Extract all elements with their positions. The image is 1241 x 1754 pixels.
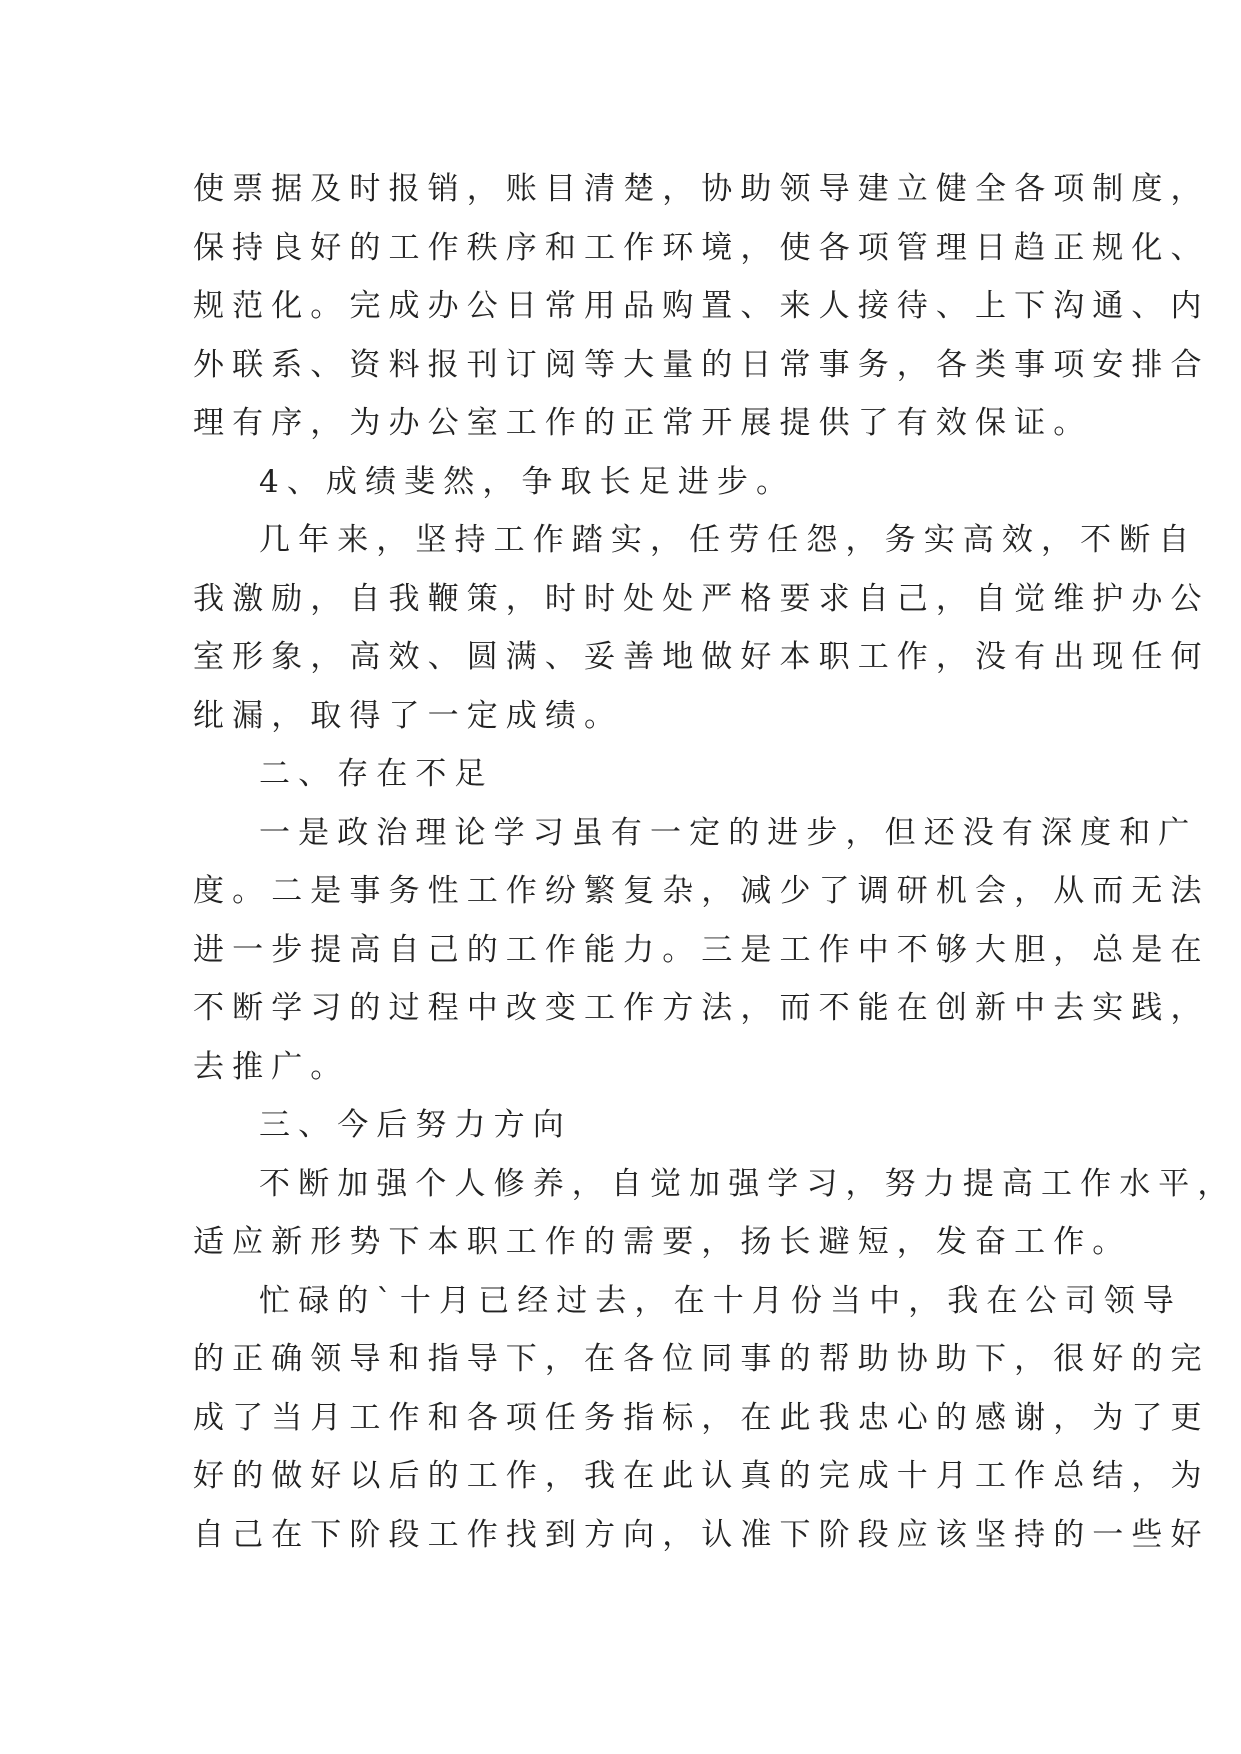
text-line: 使票据及时报销，账目清楚，协助领导建立健全各项制度， [193,171,1210,207]
text-line: 保持良好的工作秩序和工作环境，使各项管理日趋正规化、 [193,229,1210,266]
text-line: 好的做好以后的工作，我在此认真的完成十月工作总结，为 [193,1458,1210,1494]
text-line: 规范化。完成办公日常用品购置、来人接待、上下沟通、内 [193,288,1210,324]
text-line: 我激励，自我鞭策，时时处处严格要求自己，自觉维护办公 [193,580,1210,617]
text-line: 外联系、资料报刊订阅等大量的日常事务，各类事项安排合 [193,346,1210,383]
text-line: 进一步提高自己的工作能力。三是工作中不够大胆，总是在 [193,931,1210,968]
text-line: 理有序，为办公室工作的正常开展提供了有效保证。 [193,405,1093,441]
paragraph-first-line: 不断加强个人修养，自觉加强学习，努力提高工作水平， [259,1165,1237,1202]
text-line: 成了当月工作和各项任务指标，在此我忠心的感谢，为了更 [193,1399,1210,1436]
section-heading: 4、成绩斐然，争取长足进步。 [259,463,796,500]
text-line: 纰漏，取得了一定成绩。 [193,697,624,734]
text-line: 自己在下阶段工作找到方向，认准下阶段应该坚持的一些好 [193,1516,1210,1553]
paragraph-first-line: 几年来，坚持工作踏实，任劳任怨，务实高效，不断自 [259,522,1198,558]
text-line: 度。二是事务性工作纷繁复杂，减少了调研机会，从而无法 [193,873,1210,909]
text-line: 不断学习的过程中改变工作方法，而不能在创新中去实践， [193,990,1210,1026]
text-line: 的正确领导和指导下，在各位同事的帮助协助下，很好的完 [193,1341,1210,1377]
document-body [193,160,1237,1564]
section-heading: 二、存在不足 [259,756,494,792]
section-heading: 三、今后努力方向 [259,1107,572,1143]
text-line: 室形象，高效、圆满、妥善地做好本职工作，没有出现任何 [193,639,1210,675]
text-line: 适应新形势下本职工作的需要，扬长避短，发奋工作。 [193,1224,1132,1260]
paragraph-first-line: 忙碌的`十月已经过去，在十月份当中，我在公司领导 [259,1282,1182,1319]
text-line: 去推广。 [193,1048,350,1085]
paragraph-first-line: 一是政治理论学习虽有一定的进步，但还没有深度和广 [259,814,1198,851]
